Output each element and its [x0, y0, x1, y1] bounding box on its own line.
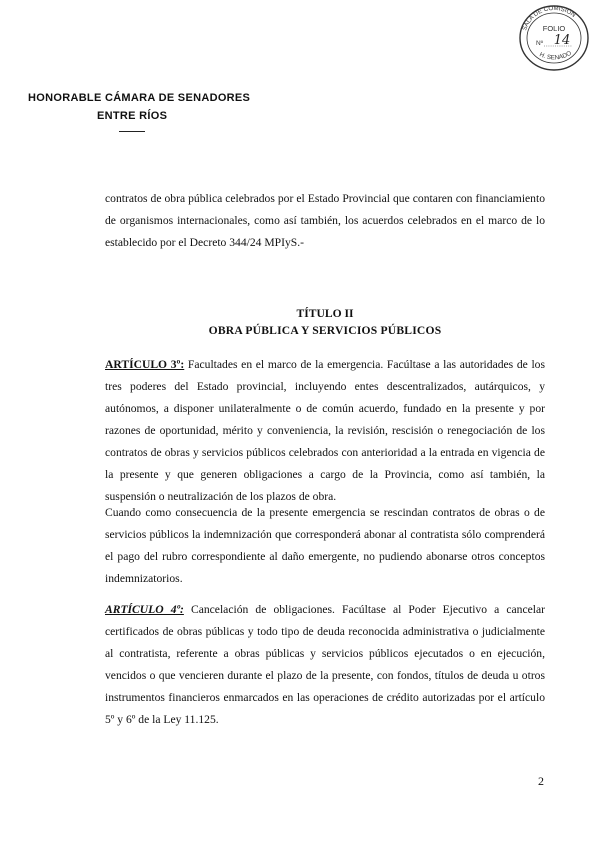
article-4-label: ARTÍCULO 4º:: [105, 603, 184, 616]
header-divider: [119, 131, 145, 132]
stamp-handwritten-number: 14: [553, 33, 571, 48]
page-number: 2: [538, 774, 544, 788]
stamp-bottom-text: H. SENADO: [538, 49, 573, 62]
section-title: TÍTULO II: [296, 307, 354, 320]
header-province: ENTRE RÍOS: [97, 110, 168, 122]
article-3-label: ARTÍCULO 3º:: [105, 358, 185, 371]
stamp-number-label: Nº: [536, 40, 544, 47]
header-organization: HONORABLE CÁMARA DE SENADORES: [28, 92, 251, 104]
stamp-folio-label: FOLIO: [542, 24, 566, 33]
article-3-paragraph: [105, 354, 545, 508]
article-4-text: Cancelación de obligaciones. Facúltase al Poder Ejecutivo a cancelar certificados de obras públicas y todo tipo de deuda reconocida administrativa o judicialmente al contratista, referente a obras públicas y servicios públicos ejecutados o en ejecución, vencidos o que vencieren durante el plazo de la presente, con fondos, títulos de deuda u otros instrumentos financieros enmarcados en las operaciones de crédito autorizadas por el artículo 5º y 6º de la Ley 11.125.: [105, 603, 545, 726]
section-subtitle: OBRA PÚBLICA Y SERVICIOS PÚBLICOS: [208, 324, 442, 337]
article-4-paragraph: [105, 599, 545, 731]
article-3-text: Facultades en el marco de la emergencia. Facúltase a las autoridades de los tres poderes del Estado provincial, incluyendo entes descentralizados, autárquicos, y autónomos, a disponer unilateralmente o de común acuerdo, fundado en la presente y por razones de oportunidad, mérito y conveniencia, la revisión, rescisión o renegociación de los contratos de obras y servicios públicos celebrados con anterioridad a la entrada en vigencia de la presente y que generen obligaciones a cargo de la Provincia, como así también, la suspensión o neutralización de los plazos de obra.: [105, 358, 545, 503]
stamp-top-text: SALA DE COMISIÓN: [521, 4, 577, 32]
folio-stamp: [516, 2, 592, 74]
intro-paragraph: contratos de obra pública celebrados por el Estado Provincial que contaren con financiamiento de organismos internacionales, como así también, los acuerdos celebrados en el marco de lo establecido por el Decreto 344/24 MPIyS.-: [105, 192, 545, 249]
article-3-second-paragraph: Cuando como consecuencia de la presente emergencia se rescindan contratos de obras o de servicios públicos la indemnización que corresponderá abonar al contratista sólo comprenderá el pago del rubro correspondiente al daño emergente, no pudiendo abonarse otros conceptos indemnizatorios.: [105, 506, 545, 585]
